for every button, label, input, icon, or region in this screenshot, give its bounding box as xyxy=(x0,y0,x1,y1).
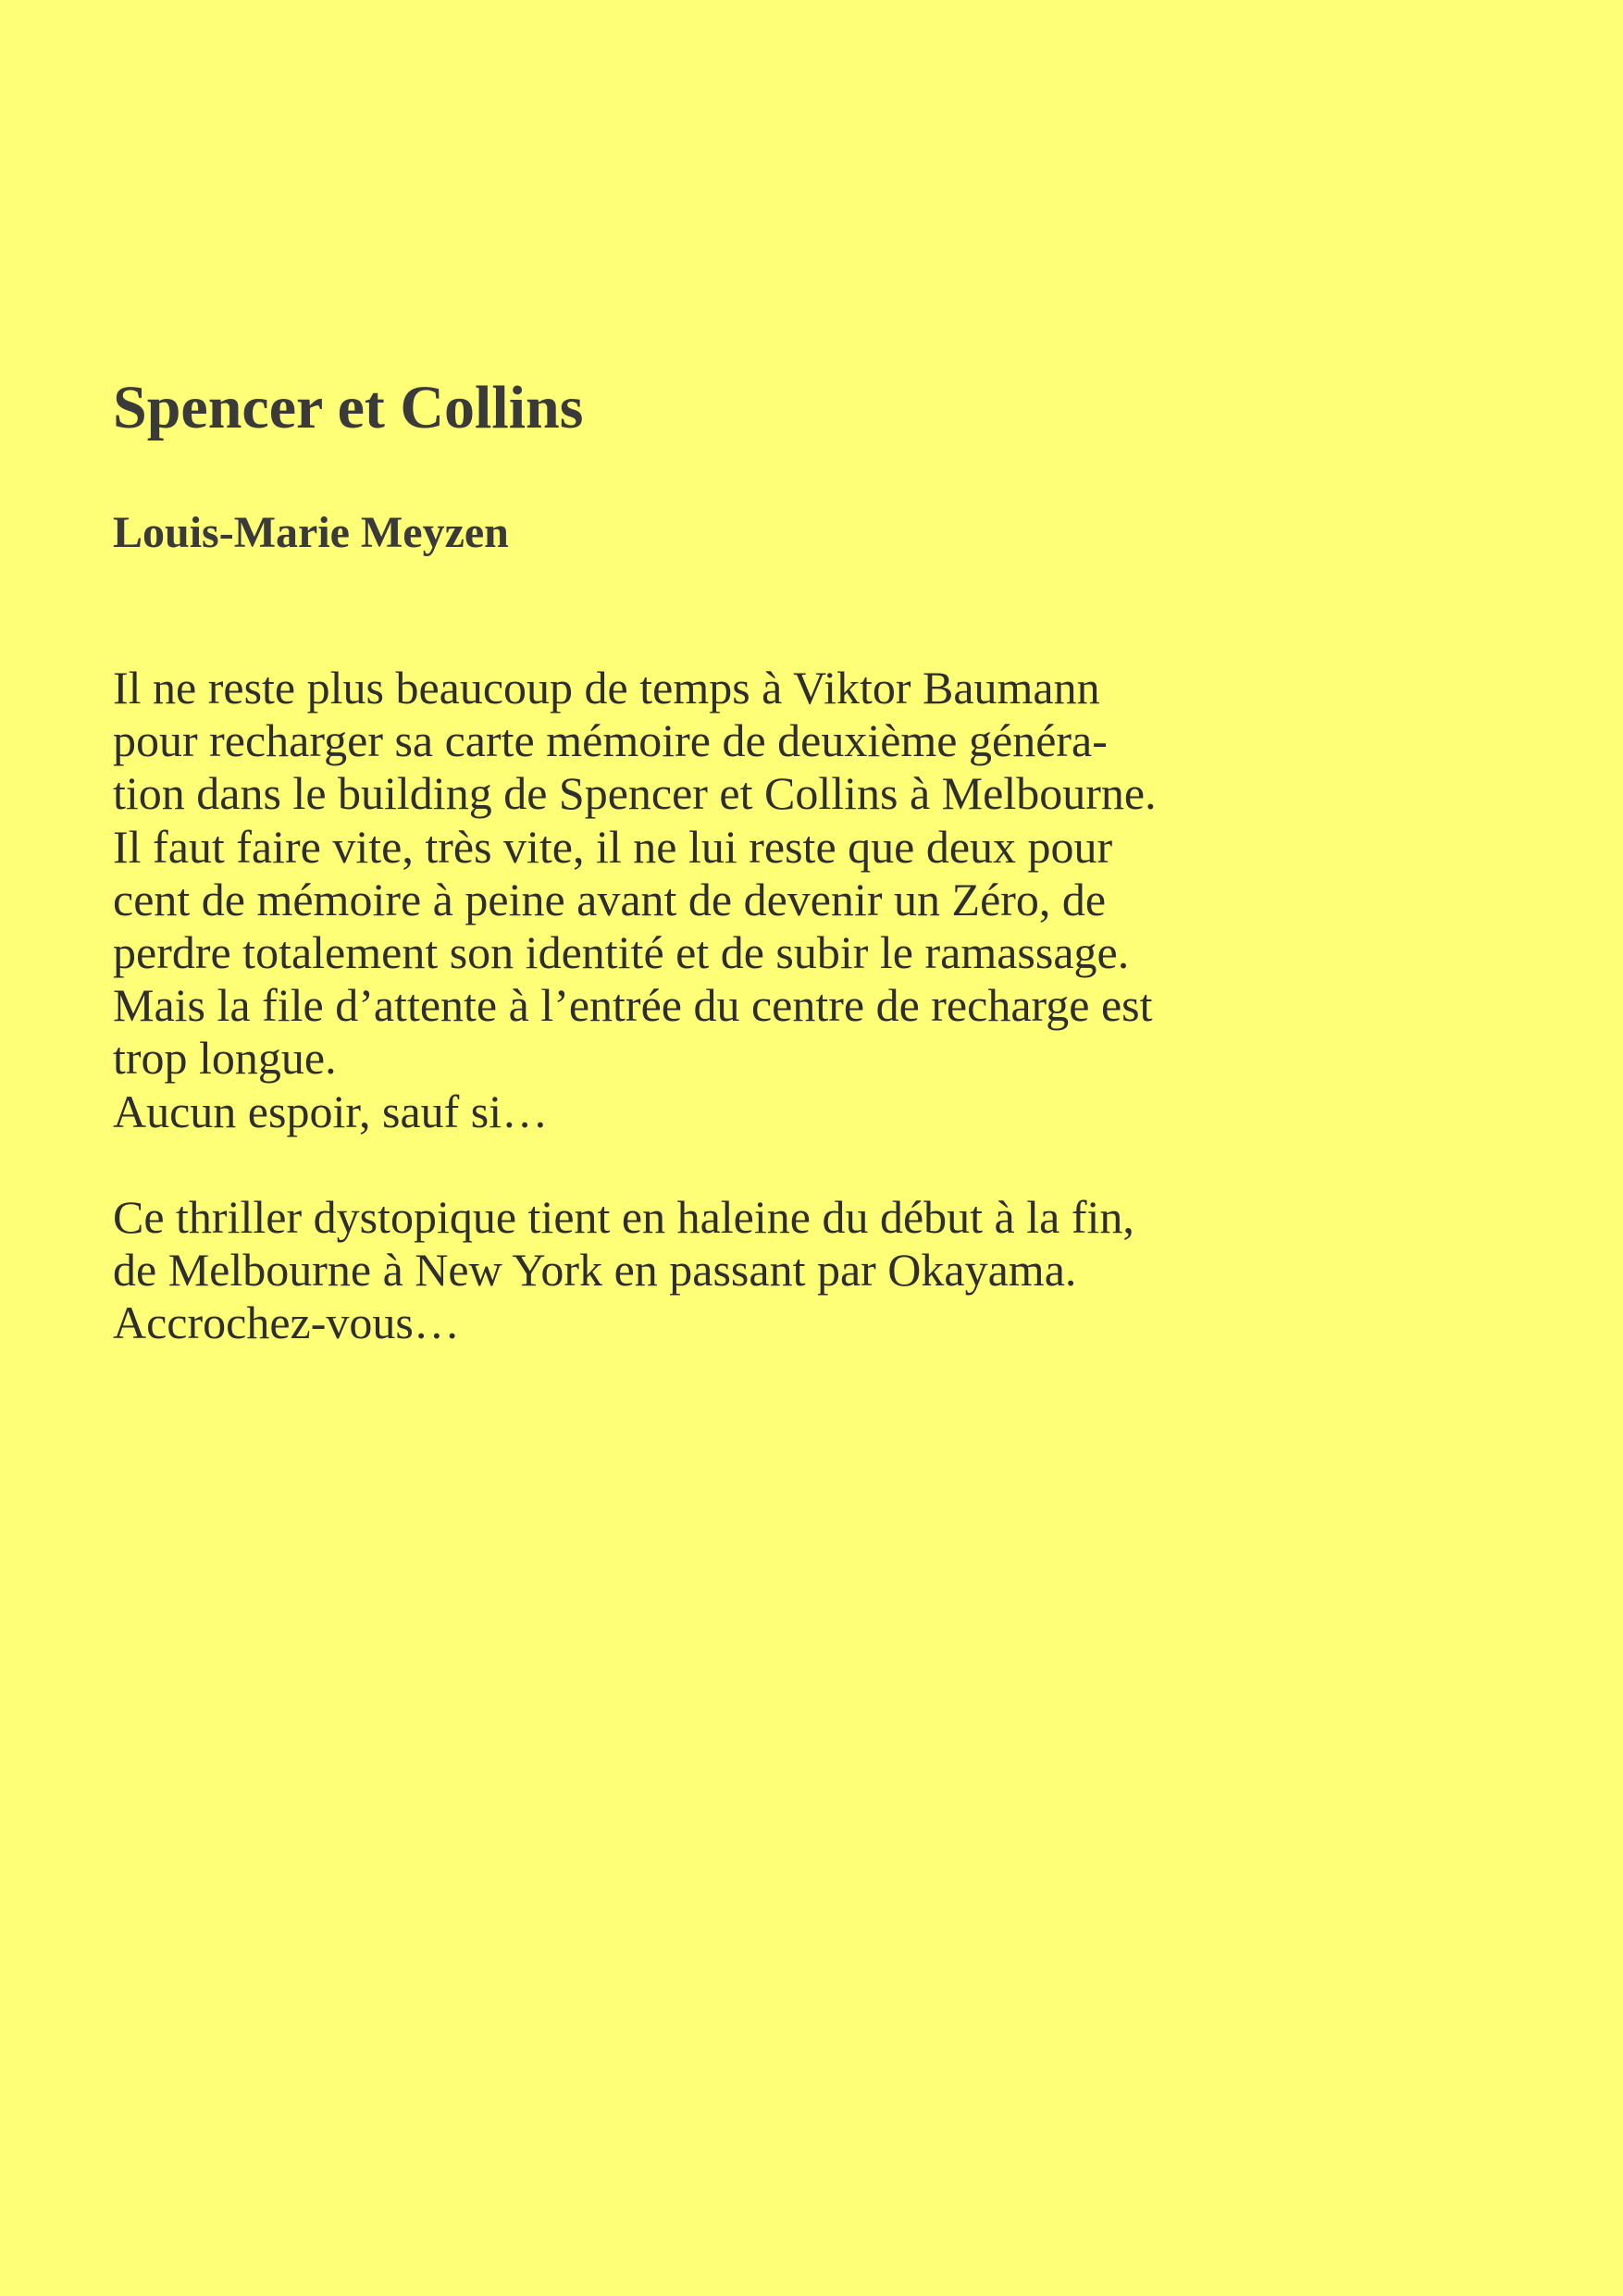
blurb-line: Aucun espoir, sauf si… xyxy=(113,1085,549,1137)
blurb-line: Accrochez-vous… xyxy=(113,1297,460,1349)
blurb-line: de Melbourne à New York en passant par Okayama. xyxy=(113,1244,1077,1297)
blurb-paragraph-2 xyxy=(113,1191,1316,1350)
book-author: Louis-Marie Meyzen xyxy=(113,508,509,557)
blurb-line: Il faut faire vite, très vite, il ne lui reste que deux pour xyxy=(113,820,1113,873)
blurb-line: cent de mémoire à peine avant de devenir un Zéro, de xyxy=(113,873,1107,925)
blurb-line: trop longue. xyxy=(113,1032,337,1085)
blurb-line: Mais la file d’attente à l’entrée du centre de recharge est xyxy=(113,979,1153,1032)
paragraph-spacer xyxy=(113,1138,1316,1191)
book-title: Spencer et Collins xyxy=(113,374,584,441)
blurb-line: perdre totalement son identité et de subir le ramassage. xyxy=(113,925,1130,978)
blurb-text xyxy=(113,662,1316,1349)
blurb-line: Ce thriller dystopique tient en haleine du début à la fin, xyxy=(113,1190,1134,1243)
blurb-paragraph-1 xyxy=(113,662,1316,1138)
blurb-line: tion dans le building de Spencer et Collins à Melbourne. xyxy=(113,767,1157,820)
blurb-line: pour recharger sa carte mémoire de deuxième généra- xyxy=(113,714,1108,767)
blurb-line: Il ne reste plus beaucoup de temps à Viktor Baumann xyxy=(113,662,1100,714)
